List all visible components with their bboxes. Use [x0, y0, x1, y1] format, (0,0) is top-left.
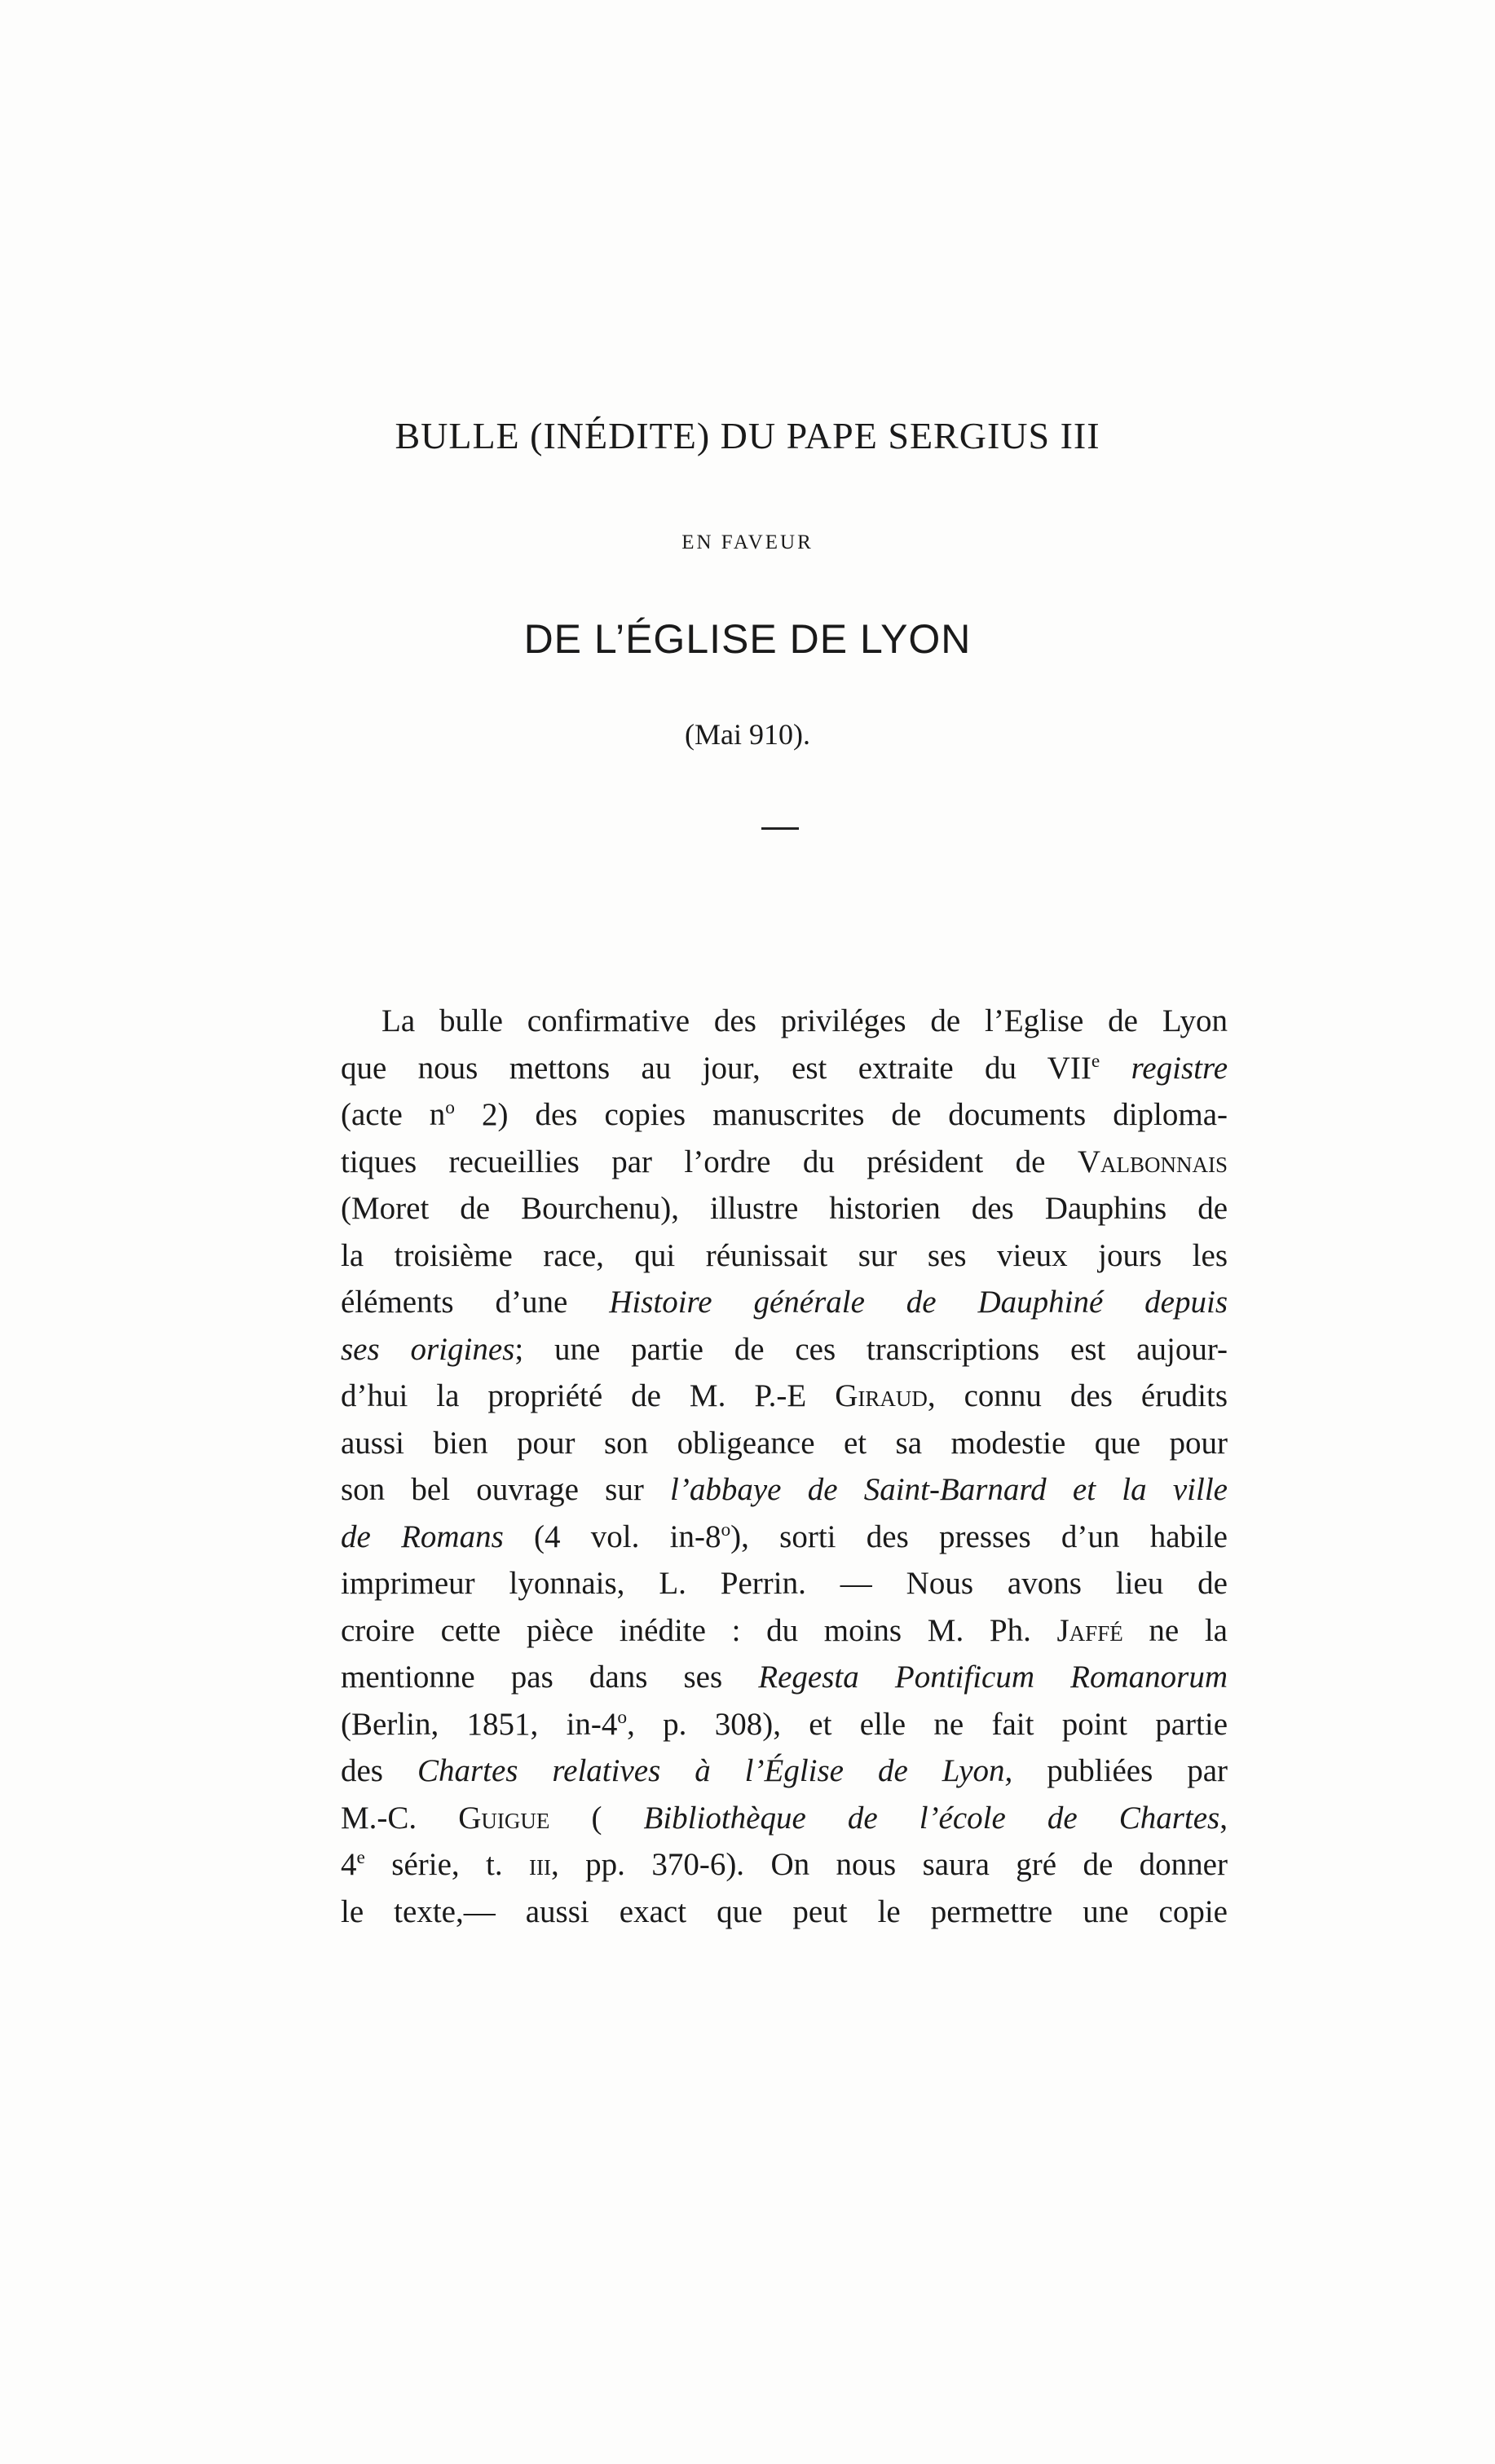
text-line [341, 1795, 1228, 1842]
text-run: (Moret de Bourchenu), illustre historien des Dauphins de [341, 1191, 1228, 1226]
text-line [341, 1748, 1228, 1795]
italic-run: Bibliothèque de l’école de Chartes [643, 1800, 1220, 1836]
text-line [341, 1420, 1228, 1467]
text-run: d’hui la propriété de M. P.-E [341, 1378, 836, 1413]
text-line [341, 1232, 1228, 1280]
text-line [341, 1185, 1228, 1232]
text-run: M.-C. [341, 1800, 459, 1836]
text-run: ; une partie de ces transcriptions est aujour- [514, 1331, 1228, 1367]
text-run: (acte n [341, 1097, 446, 1132]
italic-run: Chartes relatives à l’Église de Lyon, [417, 1753, 1013, 1788]
small-caps-name: iii [529, 1847, 552, 1882]
text-run: éléments d’une [341, 1285, 610, 1320]
superscript: e [356, 1846, 365, 1868]
text-run: mentionne pas dans ses [341, 1660, 759, 1695]
italic-run: Regesta Pontificum Romanorum [758, 1660, 1228, 1695]
text-line [341, 1560, 1228, 1607]
text-run: , connu des érudits [927, 1378, 1228, 1413]
article-main-title: DE L’ÉGLISE DE LYON [523, 616, 972, 662]
text-run: imprimeur lyonnais, L. Perrin. — Nous avons lieu de [341, 1566, 1228, 1601]
superscript: o [445, 1096, 455, 1118]
text-line [341, 1466, 1228, 1514]
text-run: que nous mettons au jour, est extraite du VII [341, 1050, 1091, 1086]
text-line [341, 1607, 1228, 1655]
text-run: tiques recueillies par l’ordre du président de [341, 1144, 1078, 1179]
text-line [341, 1701, 1228, 1748]
superscript: o [721, 1519, 731, 1541]
text-run: , pp. 370-6). On nous saura gré de donner [551, 1847, 1228, 1882]
text-run: ), sorti des presses d’un habile [730, 1519, 1228, 1554]
body-paragraph [341, 998, 1228, 1935]
text-run: (Berlin, 1851, in-4 [341, 1706, 618, 1742]
text-line [341, 1841, 1228, 1889]
text-line [341, 1889, 1228, 1936]
superscript: o [617, 1706, 628, 1728]
italic-run: l’abbaye de Saint-Barnard et la ville [670, 1472, 1228, 1507]
text-run: aussi bien pour son obligeance et sa modestie que pour [341, 1425, 1228, 1461]
article-title: BULLE (INÉDITE) DU PAPE SERGIUS III [395, 415, 1100, 456]
text-run: , p. 308), et elle ne fait point partie [627, 1706, 1228, 1742]
text-run: publiées par [1012, 1753, 1228, 1788]
small-caps-name: Guigue [458, 1800, 550, 1836]
text-line [341, 1139, 1228, 1186]
text-run: ne la [1122, 1612, 1228, 1648]
text-run: son bel ouvrage sur [341, 1472, 671, 1507]
text-line [341, 1373, 1228, 1420]
section-divider [761, 827, 799, 830]
text-line [341, 1045, 1228, 1092]
small-caps-name: Valbonnais [1077, 1144, 1228, 1179]
article-date: (Mai 910). [685, 718, 810, 751]
text-line [341, 1091, 1228, 1139]
small-caps-name: Giraud [835, 1378, 928, 1413]
text-run: croire cette pièce inédite : du moins M. Ph. [341, 1612, 1031, 1648]
italic-run: ses origines [341, 1331, 515, 1367]
text-run: la troisième race, qui réunissait sur ses vieux jours les [341, 1237, 1228, 1273]
text-line [341, 1279, 1228, 1326]
text-run: série, t. [364, 1847, 530, 1882]
text-run: le texte,— aussi exact que peut le permettre une copie [341, 1893, 1228, 1929]
text-line [341, 1514, 1228, 1561]
small-caps-name: Jaffé [1030, 1612, 1123, 1648]
text-run: ( [549, 1800, 644, 1836]
article-subtitle: EN FAVEUR [681, 531, 814, 553]
superscript: e [1091, 1050, 1100, 1072]
text-run: 4 [341, 1847, 357, 1882]
text-run: (4 vol. in-8 [503, 1519, 721, 1554]
text-run: des [341, 1753, 417, 1788]
text-line [341, 998, 1228, 1045]
text-run: , [1219, 1800, 1228, 1836]
text-run: La bulle confirmative des priviléges de l’Eglise de Lyon [381, 1003, 1228, 1038]
italic-run: Histoire générale de Dauphiné depuis [609, 1285, 1228, 1320]
italic-run: registre [1100, 1050, 1228, 1086]
text-run: 2) des copies manuscrites de documents diploma- [454, 1097, 1228, 1132]
text-line [341, 1326, 1228, 1373]
text-line [341, 1654, 1228, 1701]
italic-run: de Romans [341, 1519, 504, 1554]
